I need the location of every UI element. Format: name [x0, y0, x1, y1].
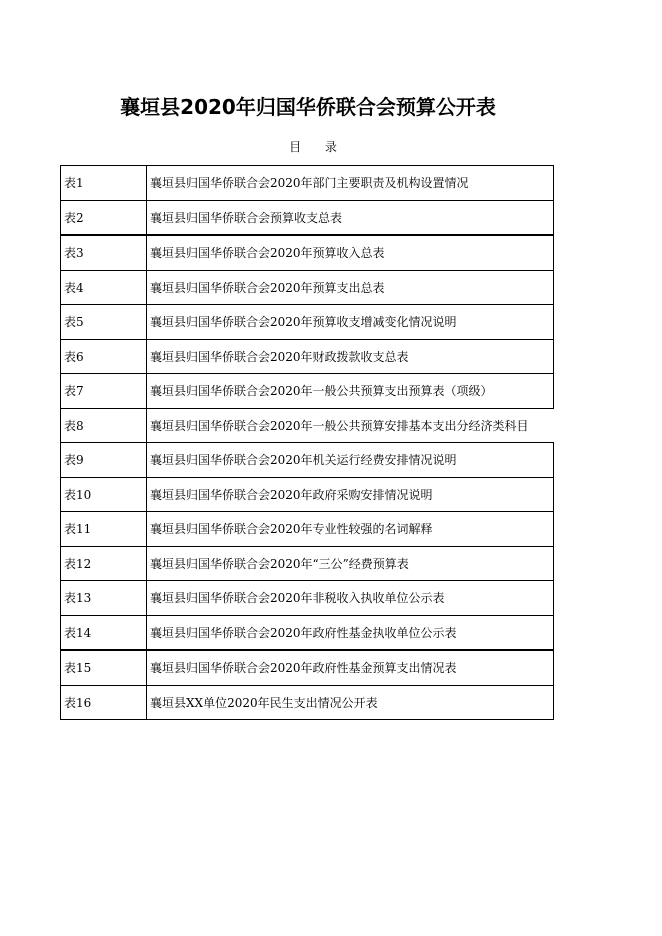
toc-row-number: 表3	[61, 235, 147, 270]
toc-row-title[interactable]: 襄垣县归国华侨联合会2020年机关运行经费安排情况说明	[147, 443, 554, 478]
toc-row[interactable]	[61, 650, 554, 685]
toc-row-number: 表16	[61, 685, 147, 720]
toc-row-number: 表9	[61, 443, 147, 478]
toc-row-title[interactable]: 襄垣县归国华侨联合会2020年非税收入执收单位公示表	[147, 581, 554, 616]
toc-row-title[interactable]: 襄垣县归国华侨联合会2020年部门主要职责及机构设置情况	[147, 166, 554, 201]
toc-row[interactable]	[61, 166, 554, 201]
toc-row[interactable]	[61, 685, 554, 720]
toc-row[interactable]	[61, 408, 554, 443]
toc-row-title[interactable]: 襄垣县归国华侨联合会2020年专业性较强的名词解释	[147, 512, 554, 547]
toc-row[interactable]	[61, 305, 554, 340]
toc-row[interactable]	[61, 546, 554, 581]
toc-row-title[interactable]: 襄垣县归国华侨联合会2020年政府性基金执收单位公示表	[147, 615, 554, 650]
toc-row[interactable]	[61, 374, 554, 409]
toc-row[interactable]	[61, 443, 554, 478]
toc-row-number: 表5	[61, 305, 147, 340]
toc-row[interactable]	[61, 477, 554, 512]
toc-row-number: 表13	[61, 581, 147, 616]
toc-row[interactable]	[61, 339, 554, 374]
toc-row-number: 表15	[61, 650, 147, 685]
toc-row-title[interactable]: 襄垣县归国华侨联合会2020年一般公共预算支出预算表（项级）	[147, 374, 554, 409]
toc-row-number: 表11	[61, 512, 147, 547]
toc-row-title[interactable]: 襄垣县XX单位2020年民生支出情况公开表	[147, 685, 554, 720]
page-title: 襄垣县2020年归国华侨联合会预算公开表	[120, 95, 496, 119]
toc-row-number: 表8	[61, 408, 147, 443]
toc-row-number: 表1	[61, 166, 147, 201]
toc-row[interactable]	[61, 235, 554, 270]
toc-row-number: 表2	[61, 200, 147, 235]
toc-row-title[interactable]: 襄垣县归国华侨联合会2020年财政拨款收支总表	[147, 339, 554, 374]
toc-row-number: 表14	[61, 615, 147, 650]
toc-table	[60, 165, 554, 720]
toc-row[interactable]	[61, 200, 554, 235]
toc-row-number: 表10	[61, 477, 147, 512]
toc-row-number: 表6	[61, 339, 147, 374]
toc-row-title[interactable]: 襄垣县归国华侨联合会2020年预算支出总表	[147, 270, 554, 305]
toc-row[interactable]	[61, 270, 554, 305]
toc-row-title[interactable]: 襄垣县归国华侨联合会2020年“三公”经费预算表	[147, 546, 554, 581]
toc-row-title[interactable]: 襄垣县归国华侨联合会2020年预算收支增减变化情况说明	[147, 305, 554, 340]
toc-row-title[interactable]: 襄垣县归国华侨联合会2020年政府采购安排情况说明	[147, 477, 554, 512]
toc-row-title[interactable]: 襄垣县归国华侨联合会2020年一般公共预算安排基本支出分经济类科目	[147, 408, 554, 443]
toc-row[interactable]	[61, 512, 554, 547]
toc-row-number: 表7	[61, 374, 147, 409]
toc-row-title[interactable]: 襄垣县归国华侨联合会2020年政府性基金预算支出情况表	[147, 650, 554, 685]
toc-row[interactable]	[61, 581, 554, 616]
toc-row-number: 表12	[61, 546, 147, 581]
toc-row[interactable]	[61, 615, 554, 650]
toc-row-title[interactable]: 襄垣县归国华侨联合会预算收支总表	[147, 200, 554, 235]
toc-row-title[interactable]: 襄垣县归国华侨联合会2020年预算收入总表	[147, 235, 554, 270]
toc-row-number: 表4	[61, 270, 147, 305]
toc-heading: 目 录	[289, 140, 347, 154]
